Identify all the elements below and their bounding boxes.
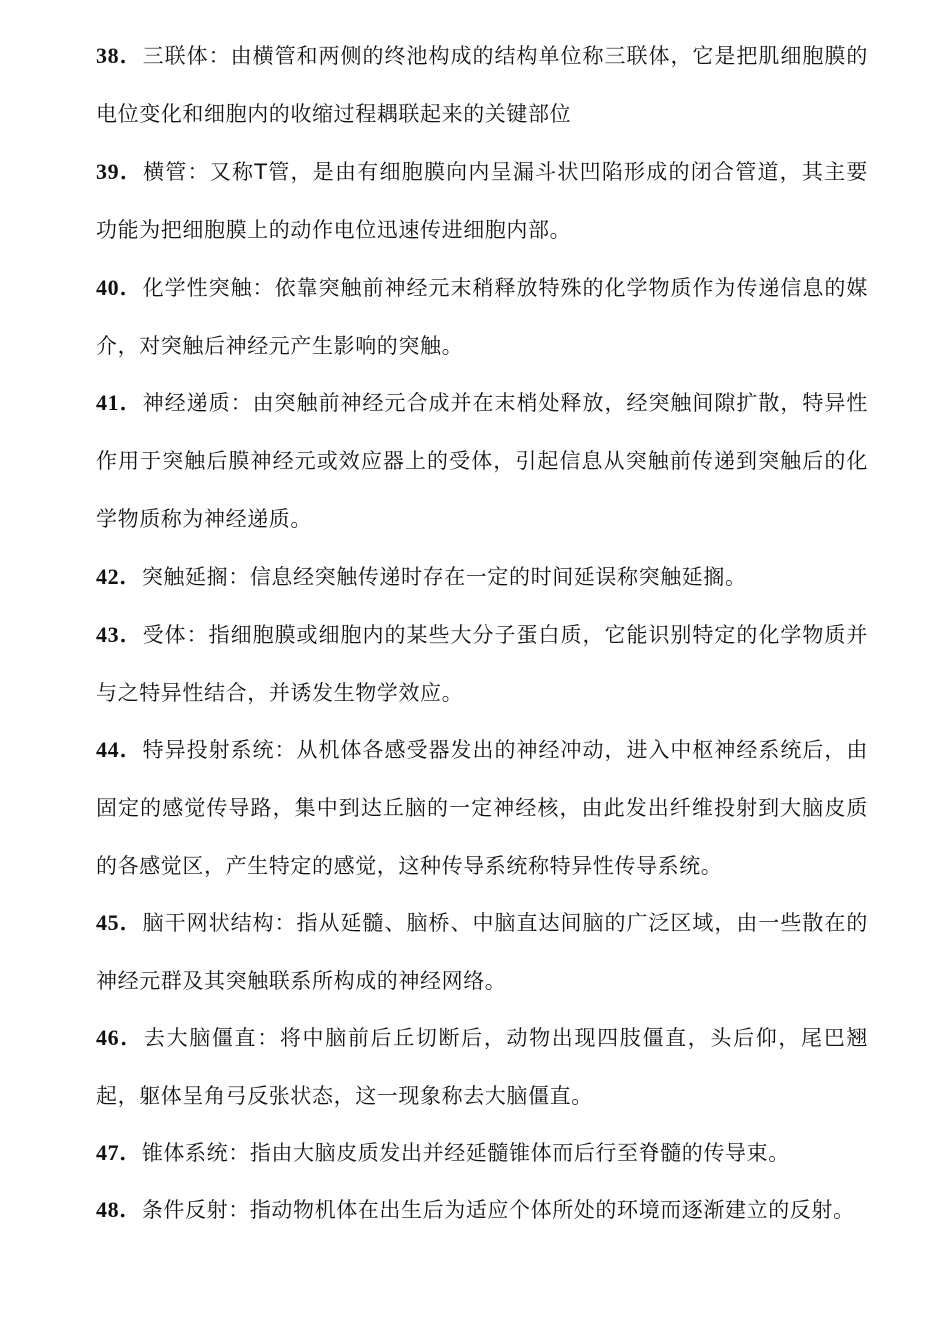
definition-entry-38 [96,27,868,144]
entry-term: 三联体： [142,44,231,68]
entry-definition: 由突触前神经元合成并在末梢处释放，经突触间隙扩散，特异性作用于突触后膜神经元或效应器上的受体，引起信息从突触前传递到突触后的化学物质称为神经递质。 [96,391,868,531]
entry-term: 脑干网状结构： [142,911,297,935]
definition-entry-48 [96,1181,868,1240]
entry-term: 锥体系统： [141,1141,250,1165]
definition-entry-42 [96,548,868,607]
entry-definition: 指细胞膜或细胞内的某些大分子蛋白质，它能识别特定的化学物质并与之特异性结合，并诱发生物学效应。 [96,623,868,705]
definition-entry-46 [96,1009,868,1126]
definition-entry-43 [96,606,868,723]
entry-number: 48． [96,1197,142,1222]
entry-term: 特异投射系统： [142,738,297,762]
entry-number: 43． [96,622,143,647]
entry-number: 38． [96,43,143,68]
entry-definition: 依靠突触前神经元末稍释放特殊的化学物质作为传递信息的媒介，对突触后神经元产生影响的突触。 [96,276,868,358]
definition-entry-44 [96,721,868,895]
entry-term: 受体： [142,623,209,647]
entry-number: 44． [96,737,143,762]
definition-entry-40 [96,259,868,376]
entry-number: 46． [96,1025,144,1050]
definition-entry-39 [96,143,868,260]
entry-definition: 由横管和两侧的终池构成的结构单位称三联体，它是把肌细胞膜的电位变化和细胞内的收缩过程耦联起来的关键部位 [96,44,868,126]
definition-entry-45 [96,894,868,1011]
entry-term: 突触延搁： [141,565,250,589]
entry-definition: 指动物机体在出生后为适应个体所处的环境而逐渐建立的反射。 [249,1198,855,1222]
entry-definition: 指由大脑皮质发出并经延髓锥体而后行至脊髓的传导束。 [249,1141,790,1165]
entry-term: 神经递质： [142,391,253,415]
definition-entry-47 [96,1124,868,1183]
entry-definition: 从机体各感受器发出的神经冲动，进入中枢神经系统后，由固定的感觉传导路，集中到达丘脑的一定神经核，由此发出纤维投射到大脑皮质的各感觉区，产生特定的感觉，这种传导系统称特异性传导系统。 [96,738,868,878]
entry-term: 横管： [143,160,210,184]
entry-term: 去大脑僵直： [143,1026,280,1050]
entry-number: 41． [96,390,143,415]
entry-number: 45． [96,910,143,935]
entry-definition: 信息经突触传递时存在一定的时间延误称突触延搁。 [249,565,747,589]
entry-number: 47． [96,1140,142,1165]
definition-entry-41 [96,374,868,548]
entry-term: 条件反射： [141,1198,250,1222]
entry-term: 化学性突触： [142,276,275,300]
entry-definition: 指从延髓、脑桥、中脑直达间脑的广泛区域，由一些散在的神经元群及其突触联系所构成的神经网络。 [96,911,868,993]
entry-definition: 又称T管，是由有细胞膜向内呈漏斗状凹陷形成的闭合管道，其主要功能为把细胞膜上的动作电位迅速传进细胞内部。 [96,160,868,242]
entry-number: 40． [96,275,143,300]
entry-definition: 将中脑前后丘切断后，动物出现四肢僵直，头后仰，尾巴翘起，躯体呈角弓反张状态，这一现象称去大脑僵直。 [96,1026,868,1108]
entry-number: 42． [96,564,142,589]
entry-number: 39． [96,159,144,184]
